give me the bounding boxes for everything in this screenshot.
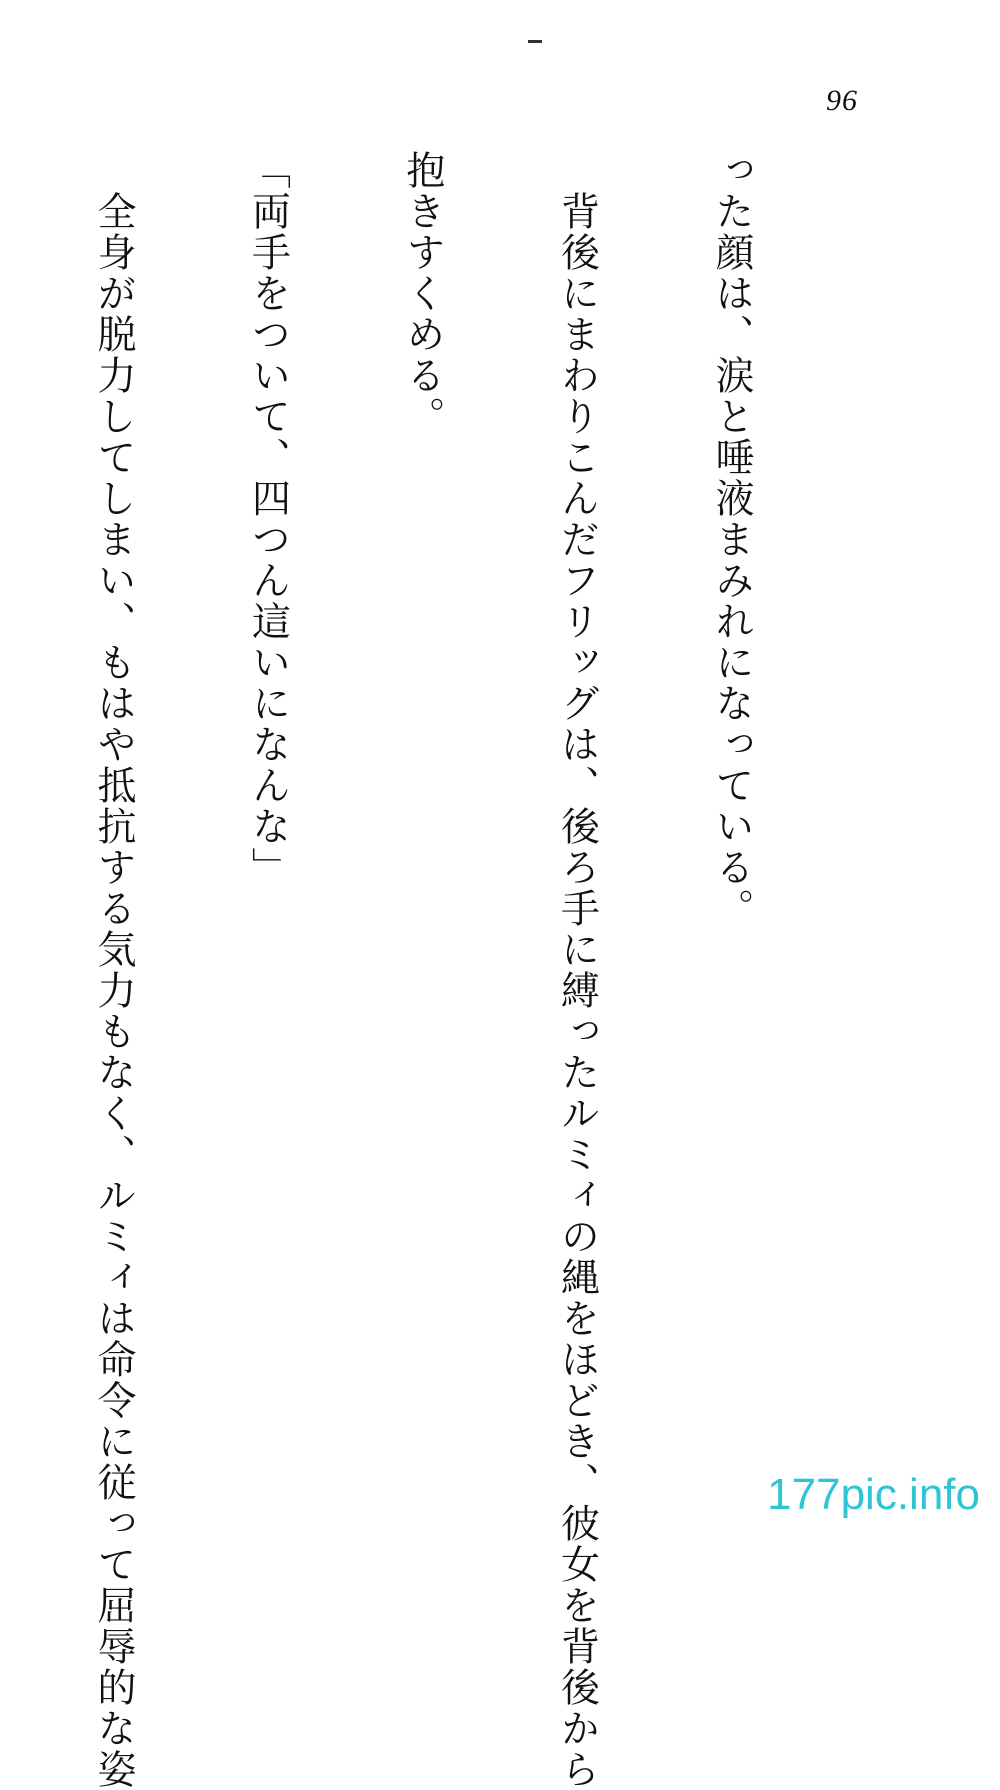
text-line: った顔は、涙と唾液まみれになっている。	[709, 150, 754, 929]
text-line: 「両手をついて、四つん這いになんな」	[245, 150, 291, 888]
text-line: 抱きすくめる。	[400, 150, 445, 437]
text-line: 全身が脱力してしまい、もはや抵抗する気力もなく、ルミィは命令に従って屈辱的な姿	[91, 150, 136, 1790]
text-line: 背後にまわりこんだフリッグは、後ろ手に縛ったルミィの縄をほどき、彼女を背後から	[554, 150, 600, 1790]
watermark: 177pic.info	[767, 1470, 980, 1519]
body-text	[70, 150, 860, 1790]
page-number: 96	[826, 84, 858, 117]
top-mark	[528, 40, 542, 43]
